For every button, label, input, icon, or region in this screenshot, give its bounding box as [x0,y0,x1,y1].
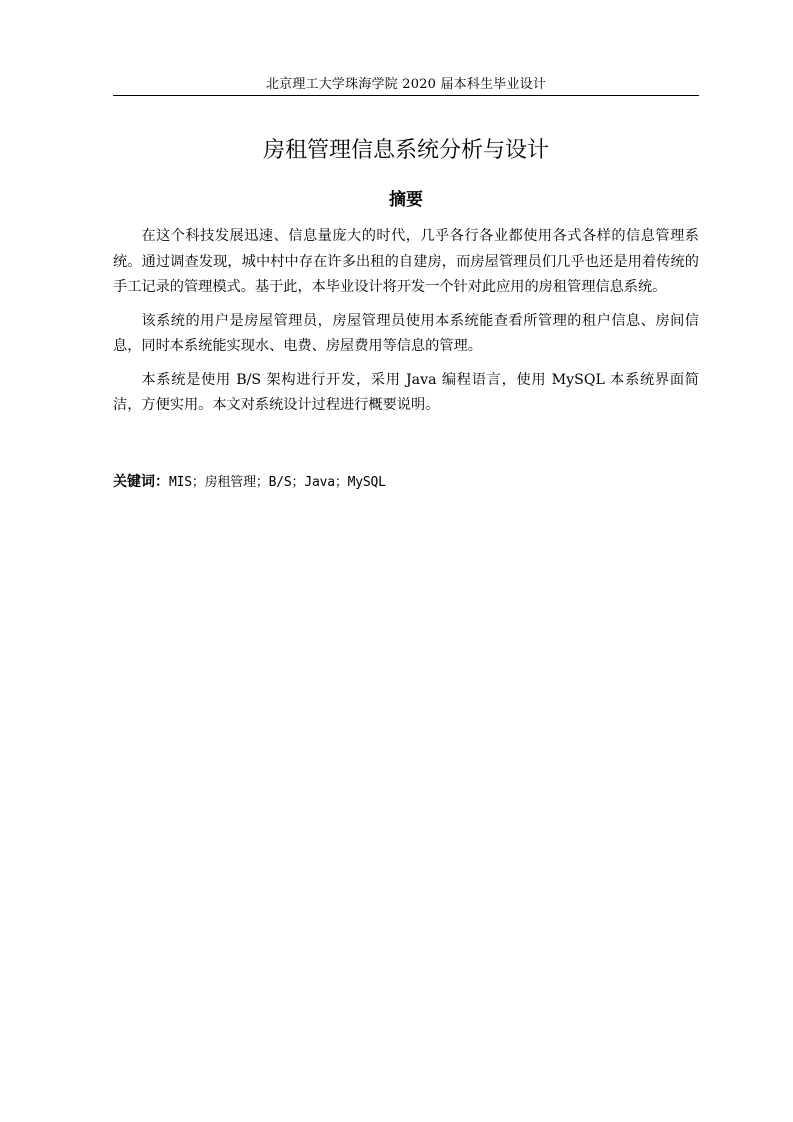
abstract-paragraph-2: 该系统的用户是房屋管理员，房屋管理员使用本系统能查看所管理的租户信息、房间信息，同时本系统能实现水、电费、房屋费用等信息的管理。 [113,312,699,354]
keywords-line [113,470,699,495]
running-header: 北京理工大学珠海学院 2020 届本科生毕业设计 [265,77,547,92]
keywords-label: 关键词： [113,474,169,490]
header-divider [113,95,699,96]
document-title: 房租管理信息系统分析与设计 [262,138,549,163]
abstract-paragraph-3: 本系统是使用 B/S 架构进行开发，采用 Java 编程语言，使用 MySQL 本系统界面简洁，方便实用。本文对系统设计过程进行概要说明。 [113,371,699,413]
abstract-body [113,224,699,427]
keywords-value: MIS；房租管理；B/S；Java；MySQL [169,475,386,490]
abstract-heading: 摘要 [389,190,423,210]
abstract-paragraph-1: 在这个科技发展迅速、信息量庞大的时代，几乎各行各业都使用各式各样的信息管理系统。通过调查发现，城中村中存在许多出租的自建房，而房屋管理员们几乎也还是用着传统的手工记录的管理模式。基于此，本毕业设计将开发一个针对此应用的房租管理信息系统。 [113,228,699,295]
